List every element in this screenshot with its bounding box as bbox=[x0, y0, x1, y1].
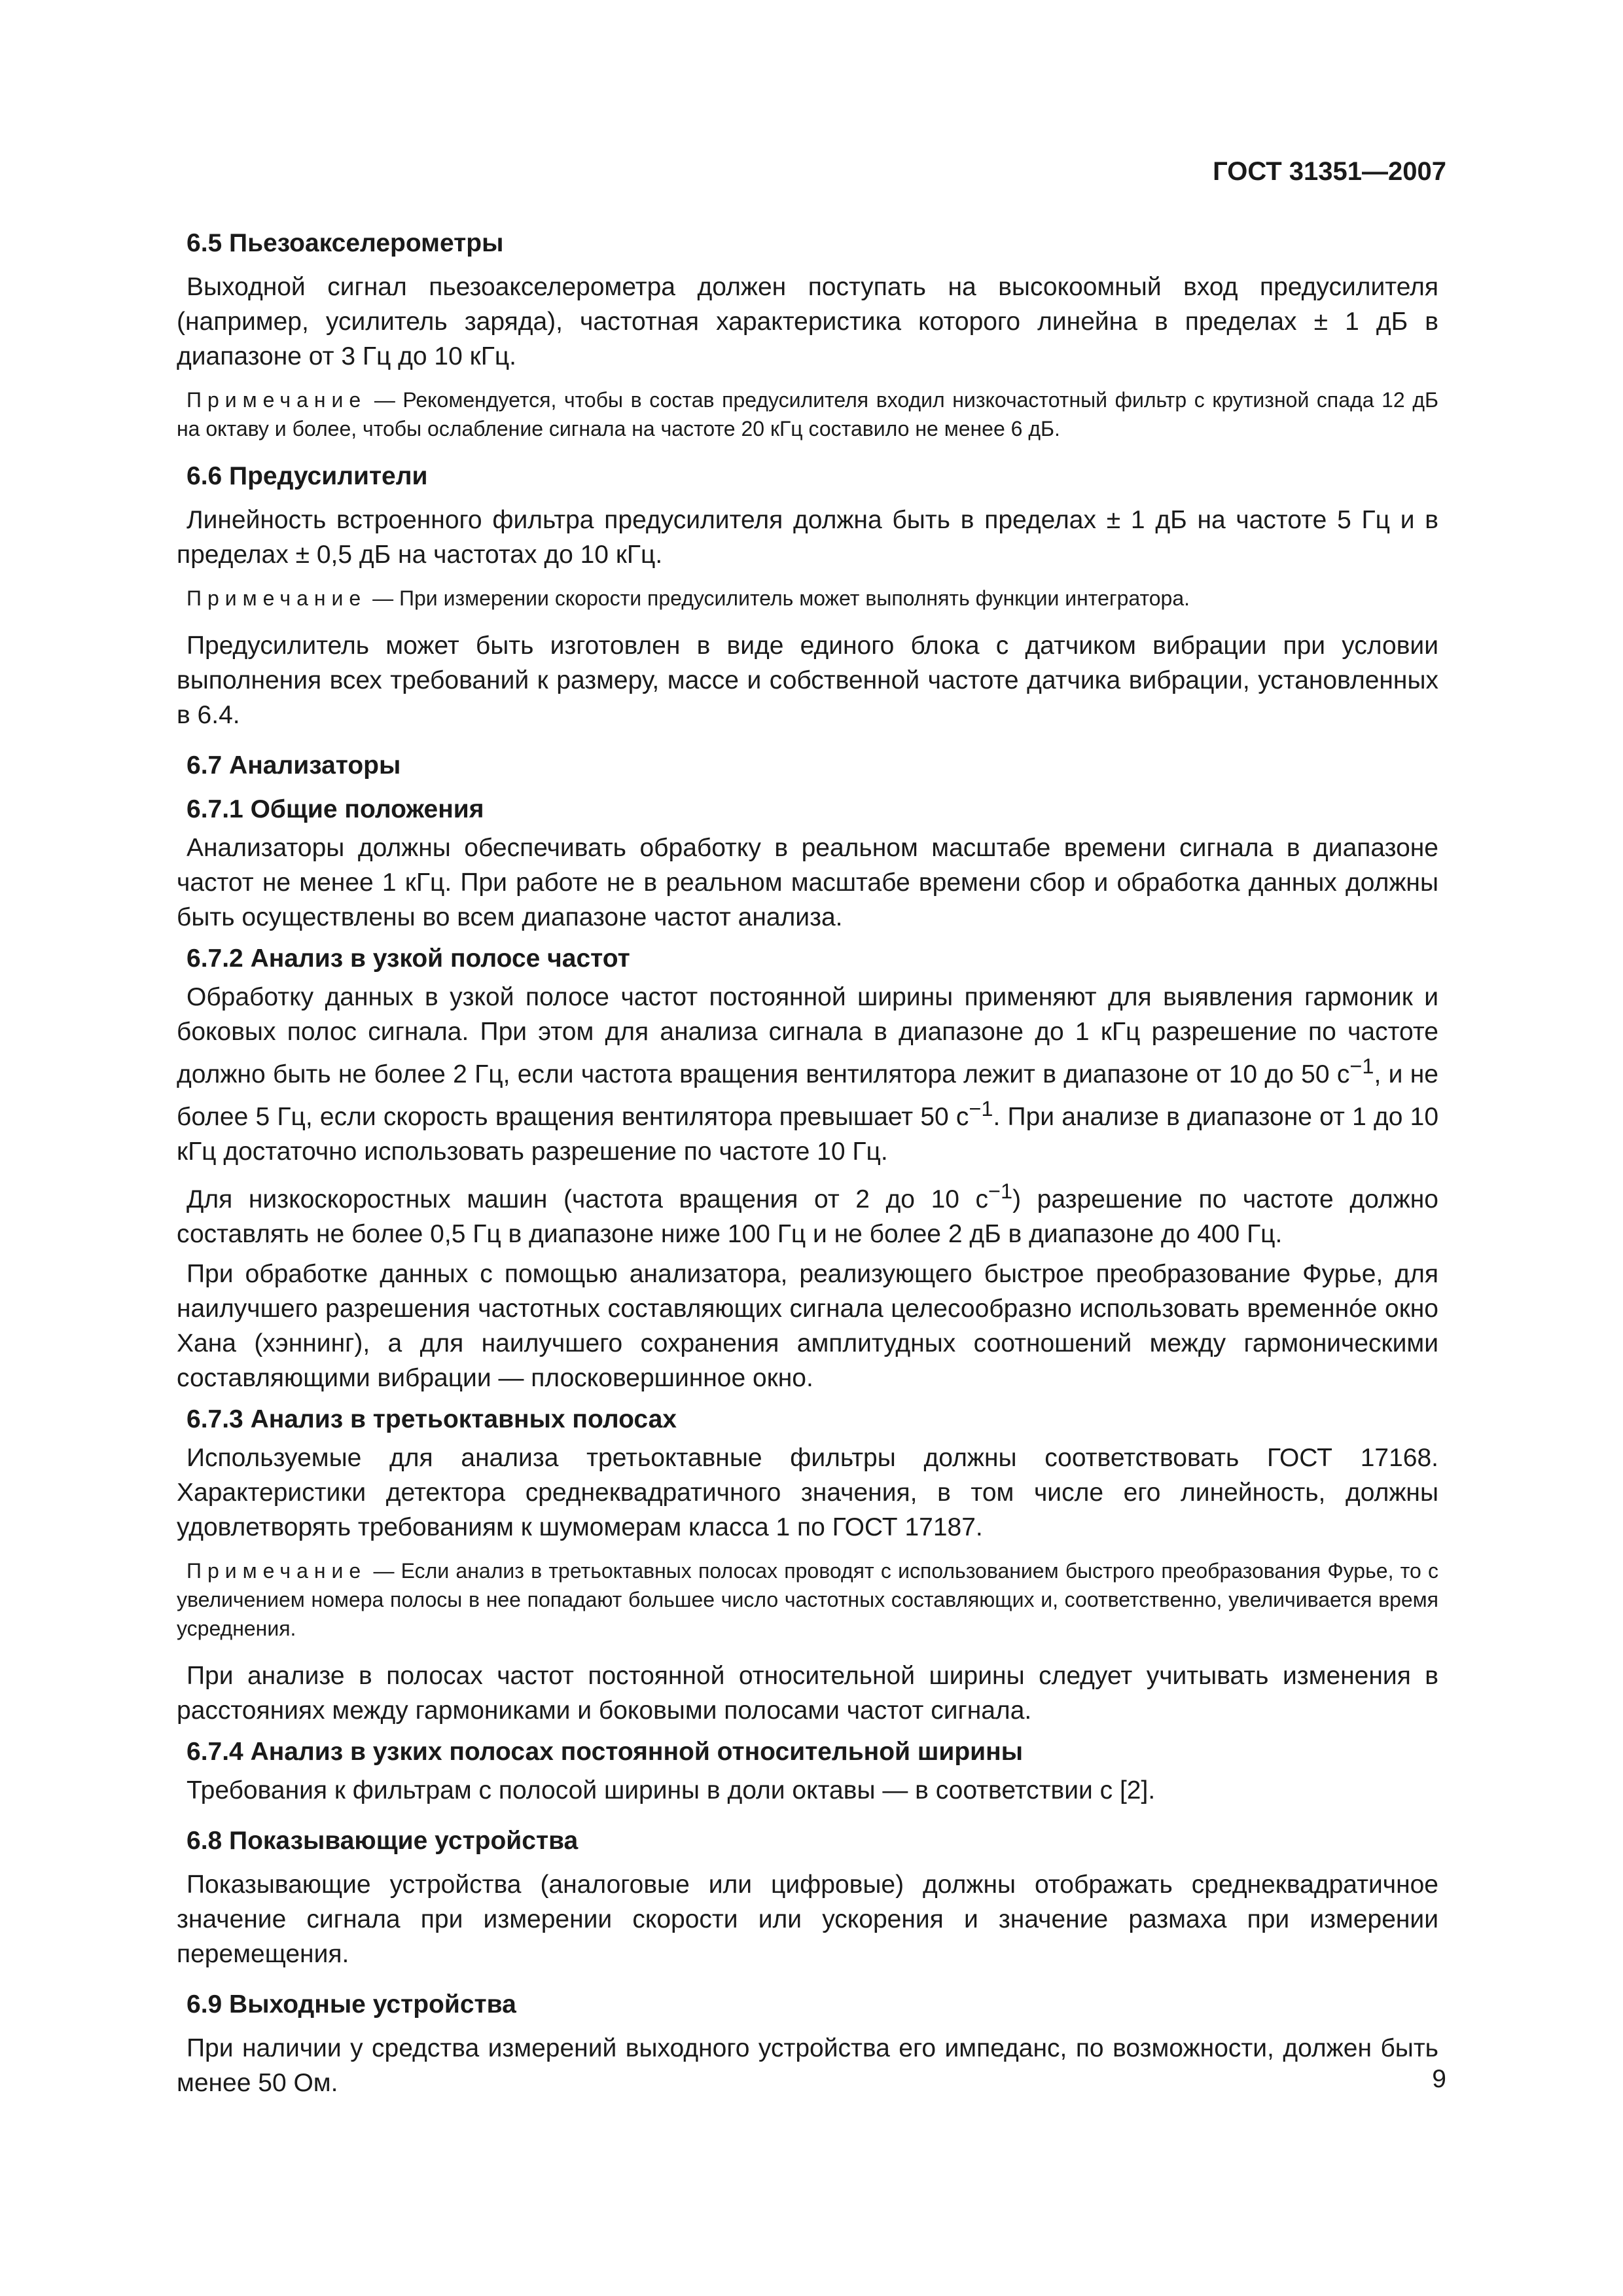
section-6-5-heading: 6.5 Пьезоакселерометры bbox=[187, 229, 504, 257]
text-run: Обработку данных в узкой полосе частот постоянной ширины применяют для выявления гармоник и боковых полос сигнала. При этом для анализа сигнала в диапазоне до 1 кГц разрешение по частоте должно быть не более 2 Гц, если частота вращения вентилятора лежит в диапазоне от 10 до 50 с bbox=[177, 983, 1438, 1088]
section-6-6-note bbox=[177, 584, 1438, 613]
section-6-7-2-para-2 bbox=[177, 1174, 1438, 1251]
section-6-7-3-text: Используемые для анализа третьоктавные фильтры должны соответствовать ГОСТ 17168. Характеристики детектора среднеквадратичного значения, в том числе его линейность, должны удовлетворять требованиям к шумомерам класса 1 по ГОСТ 17187. bbox=[177, 1444, 1438, 1541]
note-label: Примечание bbox=[187, 1559, 367, 1583]
document-code: ГОСТ 31351—2007 bbox=[1213, 157, 1446, 186]
section-6-6-text-2: Предусилитель может быть изготовлен в виде единого блока с датчиком вибрации при условии выполнения всех требований к размеру, массе и собственной частоте датчика вибрации, установленных в 6.4. bbox=[177, 632, 1438, 729]
note-text: — Рекомендуется, чтобы в состав предусилителя входил низкочастотный фильтр с крутизной спада 12 дБ на октаву и более, чтобы ослабление сигнала на частоте 20 кГц составило не менее 6 дБ. bbox=[177, 388, 1438, 440]
section-6-7-2-para-3: При обработке данных с помощью анализатора, реализующего быстрое преобразование Фурье, для наилучшего разрешения частотных составляющих сигнала целесообразно использовать временно́е окно Хана (хэннинг), а для наилучшего сохранения амплитудных соотношений между гармоническими составляющими вибрации — плосковершинное окно. bbox=[177, 1260, 1438, 1392]
section-6-7-2-para-1 bbox=[177, 980, 1438, 1169]
section-6-5-note bbox=[177, 386, 1438, 443]
section-6-6-text: Линейность встроенного фильтра предусилителя должна быть в пределах ± 1 дБ на частоте 5 Гц и в пределах ± 0,5 дБ на частотах до 10 кГц. bbox=[177, 506, 1438, 569]
text-run: , и не более 5 Гц, если скорость вращения вентилятора превышает 50 с bbox=[177, 1060, 1438, 1131]
text-run: Для низкоскоростных машин (частота вращения от 2 до 10 с bbox=[187, 1185, 989, 1213]
page-content bbox=[177, 226, 1438, 2100]
section-6-7-3-text-2: При анализе в полосах частот постоянной относительной ширины следует учитывать изменения в расстояниях между гармониками и боковыми полосами частот сигнала. bbox=[177, 1662, 1438, 1725]
superscript: −1 bbox=[988, 1179, 1013, 1203]
section-6-5-text: Выходной сигнал пьезоакселерометра должен поступать на высокоомный вход предусилителя (например, усилитель заряда), частотная характеристика которого линейна в пределах ± 1 дБ в диапазоне от 3 Гц до 10 кГц. bbox=[177, 273, 1438, 370]
section-6-7-1-text: Анализаторы должны обеспечивать обработку в реальном масштабе времени сигнала в диапазоне частот не менее 1 кГц. При работе не в реальном масштабе времени сбор и обработка данных должны быть осуществлены во всем диапазоне частот анализа. bbox=[177, 834, 1438, 931]
section-6-8-heading: 6.8 Показывающие устройства bbox=[187, 1827, 579, 1855]
section-6-9-heading: 6.9 Выходные устройства bbox=[187, 1990, 516, 2018]
text-run: . При анализе в диапазоне от 1 до 10 кГц достаточно использовать разрешение по частоте 10 Гц. bbox=[177, 1103, 1439, 1166]
page-number: 9 bbox=[1432, 2065, 1446, 2093]
superscript: −1 bbox=[1349, 1054, 1374, 1078]
section-6-7-3-note bbox=[177, 1556, 1438, 1643]
section-6-7-2-heading: 6.7.2 Анализ в узкой полосе частот bbox=[187, 944, 630, 973]
note-text: — Если анализ в третьоктавных полосах проводят с использованием быстрого преобразования Фурье, то с увеличением номера полосы в нее попадают большее число частотных составляющих и, соответственно, увеличивается время усреднения. bbox=[177, 1559, 1438, 1640]
section-6-7-4-text: Требования к фильтрам с полосой ширины в доли октавы — в соответствии с [2]. bbox=[187, 1776, 1156, 1804]
note-label: Примечание bbox=[187, 388, 367, 412]
section-6-7-3-heading: 6.7.3 Анализ в третьоктавных полосах bbox=[187, 1405, 677, 1433]
section-6-6-heading: 6.6 Предусилители bbox=[187, 462, 428, 490]
text-run: ) разрешение по частоте должно составлять не более 0,5 Гц в диапазоне ниже 100 Гц и не более 2 дБ в диапазоне до 400 Гц. bbox=[177, 1185, 1438, 1248]
section-6-8-text: Показывающие устройства (аналоговые или цифровые) должны отображать среднеквадратичное значение сигнала при измерении скорости или ускорения и значение размаха при измерении перемещения. bbox=[177, 1871, 1438, 1968]
section-6-9-text: При наличии у средства измерений выходного устройства его импеданс, по возможности, должен быть менее 50 Ом. bbox=[177, 2034, 1438, 2097]
section-6-7-4-heading: 6.7.4 Анализ в узких полосах постоянной относительной ширины bbox=[187, 1738, 1024, 1766]
note-label: Примечание bbox=[187, 586, 367, 610]
section-6-7-heading: 6.7 Анализаторы bbox=[187, 751, 401, 780]
note-text: — При измерении скорости предусилитель может выполнять функции интегратора. bbox=[366, 586, 1190, 610]
superscript: −1 bbox=[969, 1097, 993, 1121]
section-6-7-1-heading: 6.7.1 Общие положения bbox=[187, 795, 484, 823]
